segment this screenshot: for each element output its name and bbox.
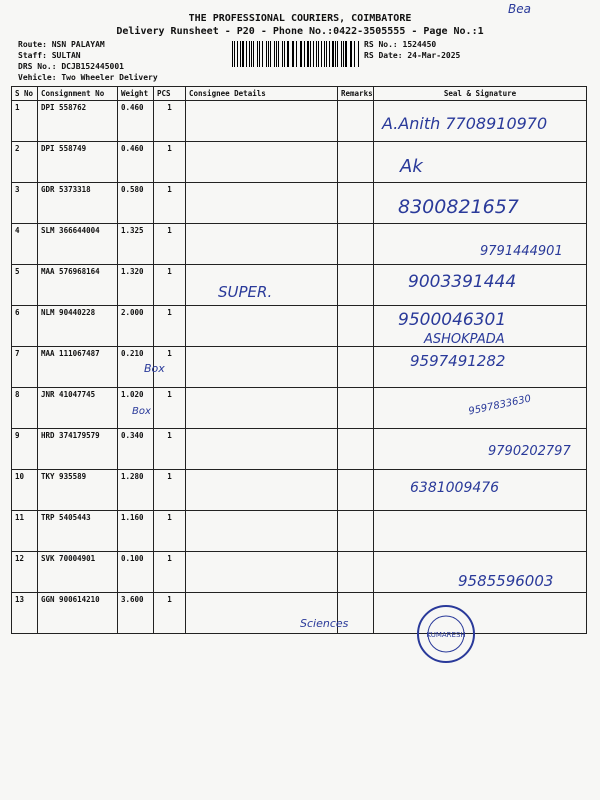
row-pcs: 1 (154, 306, 186, 347)
row-consignment-no: TKY 935589 (38, 470, 118, 511)
barcode-bar (301, 41, 302, 67)
row-remarks (338, 470, 374, 511)
company-title: THE PROFESSIONAL COURIERS, COIMBATORE (188, 13, 412, 24)
barcode-bar (246, 41, 247, 67)
row-remarks (338, 101, 374, 142)
col-weight: Weight (118, 87, 154, 101)
barcode-bar (266, 41, 267, 67)
row-sno: 4 (12, 224, 38, 265)
row-consignment-no: SLM 366644004 (38, 224, 118, 265)
table-header-row (12, 87, 587, 101)
barcode-bar (242, 41, 244, 67)
note-row-7: Box (144, 362, 165, 375)
row-consignee-details (186, 552, 338, 593)
row-remarks (338, 142, 374, 183)
barcode-bar (304, 41, 305, 67)
row-pcs: 1 (154, 347, 186, 388)
barcode-bar (296, 41, 297, 67)
col-consignee: Consignee Details (186, 87, 338, 101)
signature-row-5: 9003391444 (408, 272, 517, 292)
barcode-bar (354, 41, 355, 67)
rs-no: RS No.: 1524450 (364, 40, 437, 49)
row-weight: 0.210 (118, 347, 154, 388)
row-consignee-details (186, 470, 338, 511)
row-sno: 5 (12, 265, 38, 306)
row-weight: 0.100 (118, 552, 154, 593)
barcode-bar (249, 41, 250, 67)
barcode-bar (324, 41, 325, 67)
row-seal-signature (374, 511, 587, 552)
row-remarks (338, 552, 374, 593)
barcode-bar (262, 41, 264, 67)
row-consignment-no: MAA 576968164 (38, 265, 118, 306)
row-consignment-no: DPI 558749 (38, 142, 118, 183)
barcode-bar (343, 41, 344, 67)
row-sno: 10 (12, 470, 38, 511)
barcode-bar (326, 41, 327, 67)
barcode-bar (237, 41, 238, 67)
row-consignee-details (186, 347, 338, 388)
row-weight: 0.340 (118, 429, 154, 470)
row-sno: 6 (12, 306, 38, 347)
row-pcs: 1 (154, 511, 186, 552)
row-sno: 9 (12, 429, 38, 470)
row-consignee-details (186, 101, 338, 142)
barcode-bar (310, 41, 311, 67)
signature-row-8: 9597833630 (467, 393, 533, 418)
barcode-bar (341, 41, 342, 67)
row-consignment-no: SVK 70004901 (38, 552, 118, 593)
row-consignee-details (186, 183, 338, 224)
table-row (12, 511, 587, 552)
row-weight: 0.460 (118, 101, 154, 142)
col-sno: S No (12, 87, 38, 101)
barcode-bar (240, 41, 241, 67)
company-stamp (414, 602, 478, 666)
signature-row-2: Ak (400, 156, 423, 177)
row-sno: 8 (12, 388, 38, 429)
barcode-bar (335, 41, 336, 67)
signature-row-7: 9597491282 (410, 352, 506, 370)
barcode-bar (316, 41, 317, 67)
signature-row-3: 8300821657 (398, 196, 519, 218)
barcode-bar (234, 41, 235, 67)
signature-row-1: A.Anith 7708910970 (382, 114, 548, 133)
row-pcs: 1 (154, 593, 186, 634)
barcode-bar (270, 41, 271, 67)
row-pcs: 1 (154, 142, 186, 183)
row-consignment-no: TRP 5405443 (38, 511, 118, 552)
corner-note: Bea (508, 2, 531, 16)
row-weight: 1.325 (118, 224, 154, 265)
barcode (232, 41, 360, 67)
row-sno: 3 (12, 183, 38, 224)
row-remarks (338, 388, 374, 429)
barcode-bar (274, 41, 275, 67)
signature-row-12: 9585596003 (458, 572, 554, 590)
row-sno: 11 (12, 511, 38, 552)
barcode-bar (329, 41, 330, 67)
signature-row-6: 9500046301 (398, 310, 507, 330)
row-sno: 2 (12, 142, 38, 183)
barcode-bar (350, 41, 351, 67)
row-consignment-no: GDR 5373318 (38, 183, 118, 224)
barcode-bar (313, 41, 314, 67)
row-consignee-details (186, 306, 338, 347)
barcode-bar (292, 41, 293, 67)
barcode-bar (232, 41, 233, 67)
row-weight: 1.020 (118, 388, 154, 429)
row-consignment-no: HRD 374179579 (38, 429, 118, 470)
row-sno: 1 (12, 101, 38, 142)
row-weight: 1.280 (118, 470, 154, 511)
row-consignee-details (186, 511, 338, 552)
barcode-bar (351, 41, 352, 67)
barcode-bar (307, 41, 309, 67)
barcode-bar (293, 41, 294, 67)
row-pcs: 1 (154, 470, 186, 511)
signature-row-10: 6381009476 (410, 480, 500, 496)
row-remarks (338, 429, 374, 470)
barcode-bar (337, 41, 338, 67)
table-row (12, 593, 587, 634)
row-consignee-details (186, 224, 338, 265)
row-seal-signature (374, 593, 587, 634)
row-sno: 13 (12, 593, 38, 634)
row-remarks (338, 183, 374, 224)
drs-no: DRS No.: DCJB152445001 (18, 62, 124, 71)
route: Route: NSN PALAYAM (18, 40, 105, 49)
row-consignment-no: JNR 41047745 (38, 388, 118, 429)
signature-row-6-name: ASHOKPADA (424, 332, 505, 347)
row-sno: 7 (12, 347, 38, 388)
row-pcs: 1 (154, 101, 186, 142)
barcode-bar (259, 41, 260, 67)
runsheet-subtitle: Delivery Runsheet - P20 - Phone No.:0422-3505555 - Page No.:1 (116, 26, 484, 37)
consignee-name-row-5: SUPER. (218, 283, 273, 301)
row-remarks (338, 306, 374, 347)
staff: Staff: SULTAN (18, 51, 81, 60)
row-weight: 1.320 (118, 265, 154, 306)
barcode-bar (358, 41, 360, 67)
barcode-bar (287, 41, 289, 67)
row-pcs: 1 (154, 552, 186, 593)
col-consignment: Consignment No (38, 87, 118, 101)
note-row-8: Box (132, 406, 151, 417)
signature-row-9: 9790202797 (488, 444, 571, 459)
col-remarks: Remarks (338, 87, 374, 101)
barcode-bar (276, 41, 277, 67)
barcode-bar (318, 41, 319, 67)
barcode-bar (251, 41, 252, 67)
row-consignment-no: DPI 558762 (38, 101, 118, 142)
row-consignee-details (186, 142, 338, 183)
barcode-bar (321, 41, 322, 67)
barcode-bar (332, 41, 334, 67)
row-sno: 12 (12, 552, 38, 593)
row-consignment-no: MAA 111067487 (38, 347, 118, 388)
barcode-bar (284, 41, 285, 67)
barcode-bar (268, 41, 269, 67)
row-pcs: 1 (154, 388, 186, 429)
row-remarks (338, 224, 374, 265)
row-pcs: 1 (154, 265, 186, 306)
barcode-bar (345, 41, 346, 67)
rs-date: RS Date: 24-Mar-2025 (364, 51, 461, 60)
consignee-name-row-13: Sciences (300, 617, 349, 630)
row-weight: 1.160 (118, 511, 154, 552)
row-pcs: 1 (154, 183, 186, 224)
row-pcs: 1 (154, 224, 186, 265)
table-row (12, 470, 587, 511)
row-weight: 0.460 (118, 142, 154, 183)
row-remarks (338, 511, 374, 552)
barcode-bar (253, 41, 254, 67)
row-weight: 3.600 (118, 593, 154, 634)
col-seal: Seal & Signature (374, 87, 587, 101)
row-weight: 0.580 (118, 183, 154, 224)
signature-row-4: 9791444901 (480, 244, 563, 259)
row-weight: 2.000 (118, 306, 154, 347)
vehicle: Vehicle: Two Wheeler Delivery (18, 73, 158, 82)
barcode-bar (257, 41, 258, 67)
barcode-bar (300, 41, 301, 67)
stamp-text: KUMARESH (426, 631, 466, 639)
row-pcs: 1 (154, 429, 186, 470)
row-remarks (338, 347, 374, 388)
barcode-bar (282, 41, 283, 67)
row-consignment-no: NLM 90440228 (38, 306, 118, 347)
row-consignee-details (186, 429, 338, 470)
barcode-bar (278, 41, 279, 67)
col-pcs: PCS (154, 87, 186, 101)
row-consignee-details (186, 388, 338, 429)
row-remarks (338, 265, 374, 306)
row-consignment-no: GGN 900614210 (38, 593, 118, 634)
table-row (12, 142, 587, 183)
